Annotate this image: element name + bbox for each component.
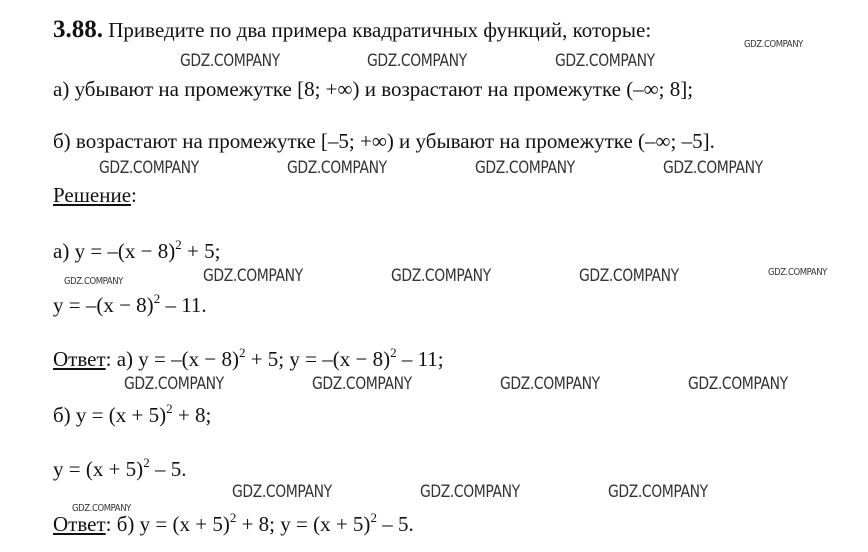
answer-label: Ответ	[53, 512, 106, 536]
watermark: GDZ.COMPANY	[99, 158, 199, 178]
watermark: GDZ.COMPANY	[688, 374, 788, 394]
formula-text: y = –(x − 8)	[53, 293, 154, 317]
part-b-condition: б) возрастают на промежутке [–5; +∞) и убывают на промежутке (–∞; –5].	[53, 129, 715, 153]
watermark: GDZ.COMPANY	[64, 276, 123, 287]
watermark: GDZ.COMPANY	[768, 267, 827, 278]
watermark: GDZ.COMPANY	[124, 374, 224, 394]
formula-text: + 5;	[181, 239, 221, 263]
watermark: GDZ.COMPANY	[500, 374, 600, 394]
problem-number: 3.88.	[53, 16, 103, 43]
exponent: 2	[143, 455, 150, 470]
solution-heading	[53, 183, 137, 207]
watermark: GDZ.COMPANY	[420, 482, 520, 502]
formula-text: – 5.	[149, 457, 187, 481]
formula-text: y = (x + 5)	[53, 457, 144, 481]
watermark: GDZ.COMPANY	[608, 482, 708, 502]
formula-text: – 11;	[396, 347, 444, 371]
exponent: 2	[153, 291, 161, 306]
formula-text: – 5.	[376, 512, 414, 536]
watermark: GDZ.COMPANY	[391, 266, 491, 286]
formula-text: : б) y = (x + 5)	[105, 512, 230, 536]
watermark: GDZ.COMPANY	[744, 39, 803, 50]
formula-text: + 8;	[172, 403, 212, 427]
answer-b	[53, 512, 414, 539]
answer-a	[53, 347, 444, 374]
problem-header	[53, 18, 651, 42]
watermark: GDZ.COMPANY	[579, 266, 679, 286]
solution-a-line-2	[53, 293, 207, 320]
formula-text: : а) y = –(x − 8)	[105, 347, 239, 371]
watermark: GDZ.COMPANY	[203, 266, 303, 286]
exponent: 2	[238, 345, 246, 360]
problem-statement: Приведите по два примера квадратичных функций, которые:	[108, 18, 652, 42]
formula-text: + 8; y = (x + 5)	[236, 512, 371, 536]
formula-text: а) y = –(x − 8)	[53, 239, 176, 263]
exponent: 2	[175, 237, 182, 252]
solution-b-line-1	[53, 403, 211, 430]
formula-text: – 11.	[160, 293, 207, 317]
answer-label: Ответ	[53, 347, 106, 371]
watermark: GDZ.COMPANY	[180, 51, 280, 71]
solution-a-line-1	[53, 239, 220, 266]
watermark: GDZ.COMPANY	[312, 374, 412, 394]
watermark: GDZ.COMPANY	[367, 51, 467, 71]
watermark: GDZ.COMPANY	[555, 51, 655, 71]
exponent: 2	[166, 401, 173, 416]
exponent: 2	[229, 510, 237, 525]
watermark: GDZ.COMPANY	[287, 158, 387, 178]
watermark: GDZ.COMPANY	[72, 503, 131, 514]
part-a-condition: а) убывают на промежутке [8; +∞) и возрастают на промежутке (–∞; 8];	[53, 77, 694, 101]
solution-heading-label: Решение	[53, 183, 132, 207]
formula-text: + 5; y = –(x − 8)	[245, 347, 391, 371]
watermark: GDZ.COMPANY	[663, 158, 763, 178]
watermark: GDZ.COMPANY	[475, 158, 575, 178]
formula-text: б) y = (x + 5)	[53, 403, 167, 427]
exponent: 2	[390, 345, 397, 360]
exponent: 2	[370, 510, 377, 525]
watermark: GDZ.COMPANY	[232, 482, 332, 502]
solution-heading-colon: :	[131, 183, 137, 207]
solution-b-line-2	[53, 457, 186, 484]
